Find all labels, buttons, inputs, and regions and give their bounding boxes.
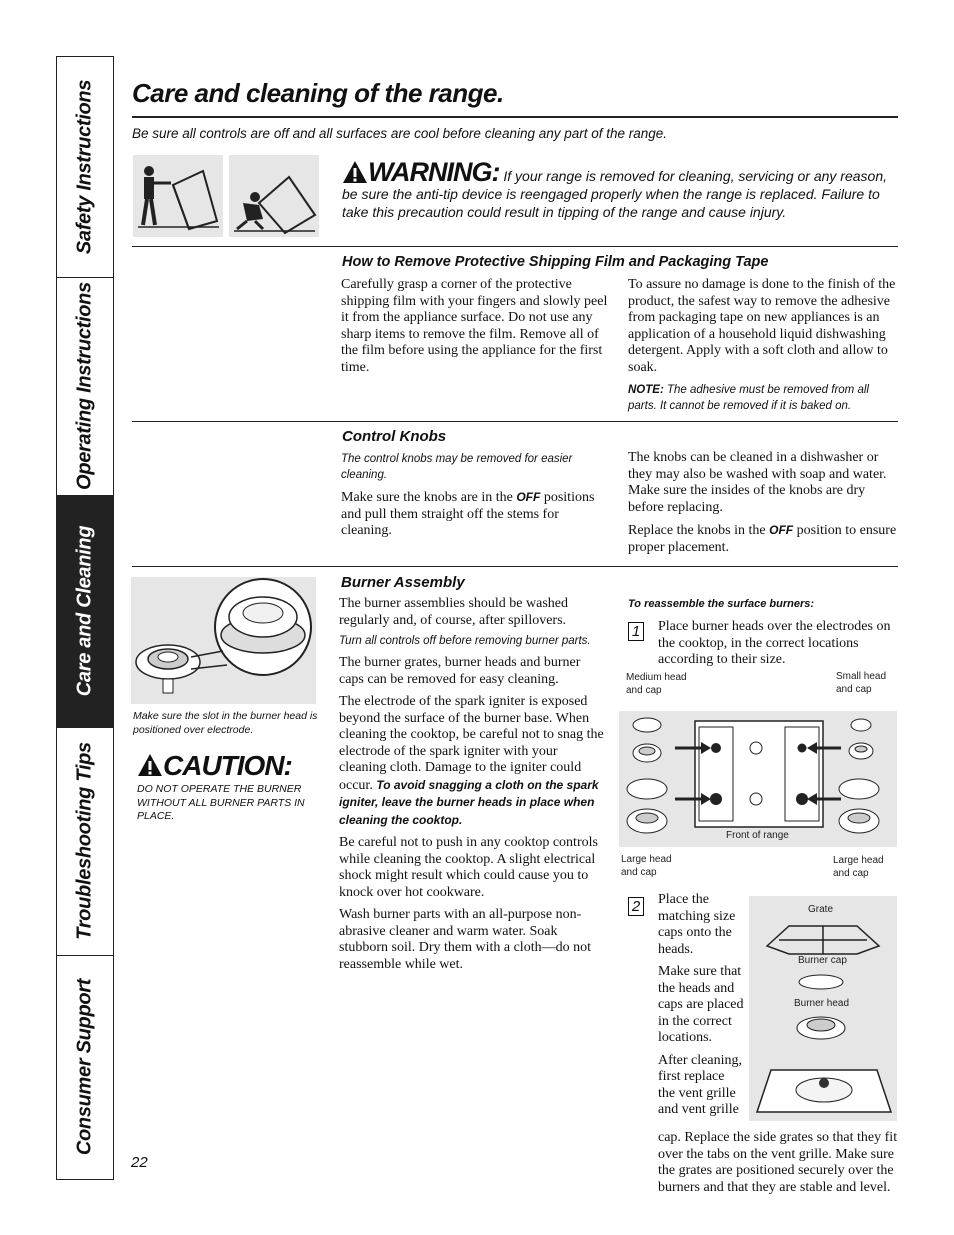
- caution-icon: [137, 753, 163, 777]
- anti-tip-illustration-2: [229, 155, 319, 237]
- section-rule: [132, 421, 898, 422]
- tab-troubleshooting-tips[interactable]: Troubleshooting Tips: [57, 727, 113, 956]
- burner-p4: Be careful not to push in any cooktop controls while cleaning the cooktop. A slight electrical shock might result which could cause you to knock over hot cookware.: [339, 835, 598, 900]
- step-2-narrow-column: [658, 892, 744, 1119]
- step-2-p1: Place the matching size caps onto the heads.: [658, 892, 736, 957]
- warning-heading: WARNING:: [368, 157, 500, 187]
- film-right-text: To assure no damage is done to the finish of the product, the safest way to remove the adhesive from packaging tape on new appliances is an application of a household liquid dishwashing detergent. Apply with a soft cloth and allow to soak.: [628, 277, 896, 375]
- label-grate: Grate: [808, 904, 834, 915]
- note-label: NOTE:: [628, 384, 664, 396]
- step-2-p3b: cap. Replace the side grates so that they fit over the tabs on the vent grille. Make sure the grates are positioned securely over the burners and that they are stable and level.: [658, 1130, 898, 1195]
- knobs-right-column: [628, 450, 900, 562]
- reassemble-heading: To reassemble the surface burners:: [628, 598, 815, 610]
- warning-text: If your range is removed for cleaning, servicing or any reason, be sure the anti-tip device is reengaged properly when the range is replaced. Failure to take this precaution could result in tipping of the range and cause injury.: [342, 168, 888, 220]
- knobs-text: positions and pull them straight off the stems for cleaning.: [341, 490, 595, 538]
- burner-illustration: [131, 577, 316, 704]
- burner-heading: Burner Assembly: [341, 574, 465, 591]
- warning-icon: [342, 160, 368, 184]
- page-title: Care and cleaning of the range.: [132, 78, 504, 108]
- label-burner-head: Burner head: [794, 998, 850, 1009]
- off-label: OFF: [769, 523, 794, 537]
- caution-text: DO NOT OPERATE THE BURNER WITHOUT ALL BURNER PARTS IN PLACE.: [137, 783, 305, 822]
- note-text: The adhesive must be removed from all parts. It cannot be removed if it is baked on.: [628, 384, 869, 412]
- film-heading: How to Remove Protective Shipping Film and Packaging Tape: [342, 254, 769, 270]
- label-burner-cap: Burner cap: [798, 955, 847, 966]
- caution-block: [137, 751, 317, 824]
- knobs-right-text: The knobs can be cleaned in a dishwasher or they may also be washed with soap and water. Make sure the insides of the knobs are dry before replacing.: [628, 450, 887, 515]
- burner-text-column: [339, 596, 605, 979]
- label-large-head-left: Large head and cap: [621, 854, 672, 878]
- burner-p1-note: Turn all controls off before removing burner parts.: [339, 635, 591, 647]
- step-1-text: Place burner heads over the electrodes on the cooktop, in the correct locations according to their size.: [658, 619, 891, 667]
- step-2-number: 2: [628, 897, 644, 916]
- step-1-number: 1: [628, 622, 644, 641]
- burner-p2: The burner grates, burner heads and burner caps can be removed for easy cleaning.: [339, 655, 581, 687]
- cooktop-diagram: [619, 711, 897, 847]
- burner-p3: The electrode of the spark igniter is exposed beyond the surface of the burner base. When cleaning the cooktop, be careful not to snag the electrode of the spark igniter with your cleaning cloth. Damage to the igniter could occur.: [339, 694, 604, 793]
- tab-care-and-cleaning[interactable]: Care and Cleaning: [57, 495, 113, 728]
- burner-p5: Wash burner parts with an all-purpose non-abrasive cleaner and warm water. Soak stubborn soil. Dry them with a cloth—do not reassemble while wet.: [339, 907, 591, 972]
- label-medium-head: Medium head and cap: [626, 672, 687, 696]
- section-tabs: [56, 56, 114, 1180]
- burner-p3-bold: To avoid snagging a cloth on the spark igniter, leave the burner heads in place when cleaning the cooktop.: [339, 777, 599, 827]
- tab-operating-instructions[interactable]: Operating Instructions: [57, 277, 113, 496]
- title-rule: [132, 116, 898, 118]
- tab-safety-instructions[interactable]: Safety Instructions: [57, 57, 113, 278]
- label-large-head-right: Large head and cap: [833, 855, 884, 879]
- knobs-subnote: The control knobs may be removed for easier cleaning.: [341, 453, 573, 481]
- burner-p1: The burner assemblies should be washed regularly and, of course, after spillovers.: [339, 596, 568, 628]
- knobs-text: Make sure the knobs are in the: [341, 490, 513, 505]
- label-front-of-range: Front of range: [726, 830, 789, 841]
- burner-image-caption: Make sure the slot in the burner head is positioned over electrode.: [133, 710, 318, 736]
- film-right-column: [628, 277, 900, 420]
- anti-tip-illustration-1: [133, 155, 223, 237]
- label-small-head: Small head and cap: [836, 671, 887, 695]
- knobs-left-column: [341, 451, 613, 546]
- tab-consumer-support[interactable]: Consumer Support: [73, 978, 96, 1156]
- knobs-heading: Control Knobs: [342, 428, 447, 445]
- knobs-text: Replace the knobs in the: [628, 523, 766, 538]
- off-label: OFF: [516, 490, 541, 504]
- section-rule: [132, 246, 898, 247]
- step-2-p3a: After cleaning, first replace the vent grille and vent grille: [658, 1052, 742, 1117]
- page-number: 22: [131, 1154, 148, 1171]
- warning-block: [342, 157, 902, 221]
- intro-text: Be sure all controls are off and all surfaces are cool before cleaning any part of the range.: [132, 126, 668, 141]
- section-rule: [132, 566, 898, 567]
- knobs-text: position to ensure proper placement.: [628, 523, 897, 555]
- step-2-p2: Make sure that the heads and caps are placed in the correct locations.: [658, 964, 744, 1045]
- caution-heading: CAUTION:: [163, 750, 292, 781]
- film-left-text: Carefully grasp a corner of the protective shipping film with your fingers and slowly peel it from the appliance surface. Do not use any sharp items to remove the film. Remove all of the film before using the appliance for the first time.: [341, 277, 608, 375]
- film-left-column: [341, 277, 613, 382]
